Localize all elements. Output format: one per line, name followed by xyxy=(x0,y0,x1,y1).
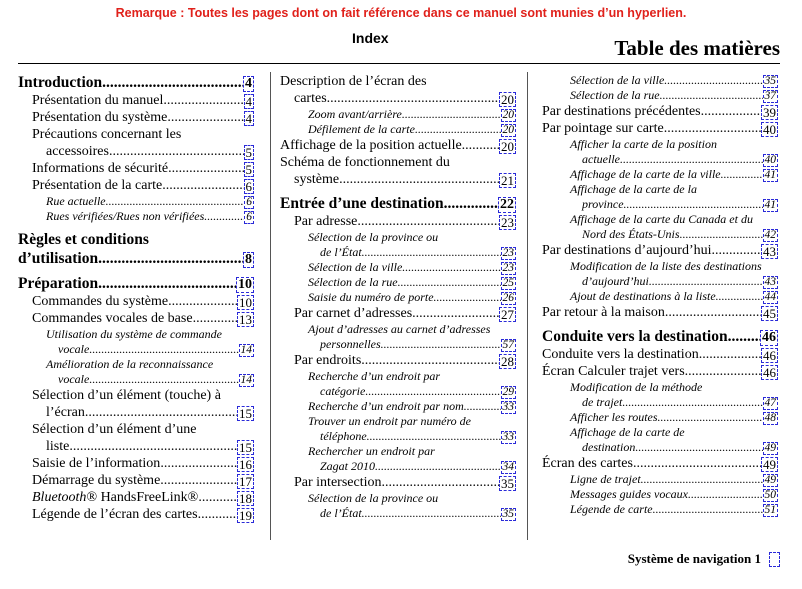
toc-entry-title: Zoom avant/arrière xyxy=(308,107,402,121)
dot-leader xyxy=(89,342,238,357)
page-number-link[interactable]: 28 xyxy=(501,354,514,369)
dot-leader xyxy=(109,143,244,160)
page-number-link[interactable]: 57 xyxy=(502,338,514,351)
dot-leader xyxy=(361,352,499,369)
toc-entry[interactable] xyxy=(18,160,254,177)
toc-entry-title: Rue actuelle xyxy=(46,194,106,208)
toc-entry-title: Amélioration de la reconnaissance xyxy=(46,357,214,371)
toc-entry[interactable] xyxy=(280,194,516,213)
footer-page-number: 1 xyxy=(754,551,761,566)
page-number-link[interactable]: 48 xyxy=(764,411,776,424)
toc-entry-title: Ajout de destinations à la liste xyxy=(570,289,716,303)
dot-leader xyxy=(688,487,763,502)
page-number-link[interactable]: 22 xyxy=(500,197,514,212)
page-number-link[interactable]: 14 xyxy=(240,343,252,356)
toc-entry[interactable] xyxy=(280,399,516,414)
toc-entry-title: Introduction xyxy=(18,74,103,91)
page-number-link[interactable]: 46 xyxy=(762,330,776,345)
page-number-link[interactable]: 27 xyxy=(501,307,514,322)
dot-leader xyxy=(633,455,761,472)
dot-leader xyxy=(362,506,501,521)
dot-leader xyxy=(658,410,763,425)
toc-entry-title: Sélection de la province ou xyxy=(308,230,439,244)
page-number-link[interactable]: 4 xyxy=(245,76,252,91)
dot-leader xyxy=(664,73,762,88)
toc-entry[interactable] xyxy=(280,154,516,188)
dot-leader xyxy=(721,167,763,182)
dot-leader xyxy=(665,304,761,321)
dot-leader xyxy=(381,337,501,352)
toc-entry[interactable] xyxy=(18,92,254,109)
column-divider xyxy=(270,72,271,540)
page-number-link[interactable]: 17 xyxy=(239,474,252,489)
toc-entry[interactable] xyxy=(542,120,778,137)
page-number-link[interactable]: 4 xyxy=(245,111,252,126)
page-number-link[interactable]: 47 xyxy=(764,396,776,409)
toc-entry-title: Zagat 2010 xyxy=(320,459,376,473)
dot-leader xyxy=(168,293,237,310)
toc-entry-title: d’aujourd’hui xyxy=(582,274,649,288)
page-number-link[interactable]: 5 xyxy=(245,145,252,160)
toc-entry-title: Défilement de la carte xyxy=(308,122,415,136)
toc-entry-title: Présentation de la carte xyxy=(32,178,163,193)
dot-leader xyxy=(160,455,237,472)
page-number-link[interactable]: 6 xyxy=(245,179,252,194)
page-number-link[interactable]: 13 xyxy=(239,312,252,327)
dot-leader xyxy=(362,245,501,260)
toc-entry-title: Ajout d’adresses au carnet d’adresses xyxy=(308,322,491,336)
page-number-link[interactable]: 15 xyxy=(239,406,252,421)
toc-entry[interactable] xyxy=(18,421,254,455)
footer-label: Système de navigation xyxy=(627,551,752,566)
toc-entry-title: Commandes vocales de base xyxy=(32,311,193,326)
page-number-link[interactable]: 20 xyxy=(502,123,514,136)
toc-entry-title: de l’État xyxy=(320,506,362,520)
toc-entry-title: Écran des cartes xyxy=(542,456,633,471)
page-number-link[interactable]: 5 xyxy=(245,162,252,177)
toc-entry-title: Bluetooth® HandsFreeLink® xyxy=(32,490,199,505)
page-number-link[interactable]: 19 xyxy=(239,508,252,523)
page-number-link[interactable]: 49 xyxy=(764,473,776,486)
toc-entry-title: vocale xyxy=(58,372,90,386)
toc-entry-title: Conduite vers la destination xyxy=(542,328,728,345)
page-number-link[interactable]: 35 xyxy=(764,74,776,87)
dot-leader xyxy=(660,88,763,103)
toc-entry-title: vocale xyxy=(58,342,90,356)
toc-entry-title: catégorie xyxy=(320,384,366,398)
toc-entry[interactable] xyxy=(542,137,778,167)
toc-entry-title: Précautions concernant les xyxy=(32,127,182,142)
dot-leader xyxy=(641,472,763,487)
toc-entry-title: Légende de l’écran des cartes xyxy=(32,507,198,522)
dot-leader xyxy=(357,213,499,230)
toc-entry[interactable] xyxy=(280,260,516,275)
toc-entry[interactable] xyxy=(18,126,254,160)
dot-leader xyxy=(444,194,498,213)
toc-entry-title: Sélection d’un élément (touche) à xyxy=(32,388,221,403)
toc-entry[interactable] xyxy=(542,88,778,103)
toc-entry[interactable] xyxy=(542,487,778,502)
toc-entry-title: Conduite vers la destination xyxy=(542,347,699,362)
toc-entry[interactable] xyxy=(542,103,778,120)
toc-entry-title: liste xyxy=(46,439,70,454)
page-number-link[interactable]: 45 xyxy=(763,306,776,321)
page-number-link[interactable]: 33 xyxy=(502,430,514,443)
page-number-link[interactable]: 46 xyxy=(763,365,776,380)
dot-leader xyxy=(85,404,237,421)
dot-leader xyxy=(415,122,501,137)
toc-entry[interactable] xyxy=(18,489,254,506)
title-rule xyxy=(18,63,780,64)
dot-leader xyxy=(163,92,243,109)
toc-entry-title: Par carnet d’adresses xyxy=(294,306,413,321)
toc-entry[interactable] xyxy=(280,275,516,290)
page-number-link[interactable]: 20 xyxy=(501,139,514,154)
dot-leader xyxy=(664,120,761,137)
dot-leader xyxy=(381,474,499,491)
page-number-link[interactable]: 39 xyxy=(763,105,776,120)
page-number-link[interactable]: 15 xyxy=(239,440,252,455)
toc-entry-title: Préparation xyxy=(18,275,99,292)
toc-entry[interactable] xyxy=(280,444,516,474)
toc-entry-title: Messages guides vocaux xyxy=(570,487,688,501)
toc-entry[interactable] xyxy=(280,73,516,107)
dot-leader xyxy=(375,459,500,474)
toc-entry[interactable] xyxy=(18,455,254,472)
page-number-link[interactable]: 18 xyxy=(239,491,252,506)
toc-entry[interactable] xyxy=(542,212,778,242)
toc-entry-title: Affichage de la carte de la ville xyxy=(570,167,721,181)
toc-entry-title: de trajet xyxy=(582,395,623,409)
dot-leader xyxy=(434,290,501,305)
dot-leader xyxy=(402,260,500,275)
toc-entry-title: d’utilisation xyxy=(18,250,99,267)
toc-entry[interactable] xyxy=(280,369,516,399)
page-number-link[interactable]: 51 xyxy=(764,503,776,516)
toc-entry-title: Démarrage du système xyxy=(32,473,161,488)
toc-entry[interactable] xyxy=(280,352,516,369)
toc-entry[interactable] xyxy=(280,107,516,122)
toc-entry[interactable] xyxy=(280,213,516,230)
page-number-link[interactable]: 41 xyxy=(764,168,776,181)
toc-entry-title: cartes xyxy=(294,91,327,106)
toc-entry-title: Afficher la carte de la position xyxy=(570,137,717,151)
toc-entry-title: personnelles xyxy=(320,337,381,351)
toc-entry-title: Modification de la méthode xyxy=(570,380,703,394)
dot-leader xyxy=(98,274,236,293)
toc-entry[interactable] xyxy=(18,506,254,523)
page-number-link[interactable]: 16 xyxy=(239,457,252,472)
toc-entry[interactable] xyxy=(542,182,778,212)
dot-leader xyxy=(198,489,237,506)
page-number-link[interactable]: 41 xyxy=(764,198,776,211)
page-number-link[interactable]: 14 xyxy=(240,373,252,386)
toc-entry-title: Présentation du manuel xyxy=(32,93,164,108)
dot-leader xyxy=(69,438,237,455)
toc-entry[interactable] xyxy=(18,293,254,310)
toc-entry[interactable] xyxy=(542,380,778,410)
dot-leader xyxy=(327,90,499,107)
toc-entry-title: Rues vérifiées/Rues non vérifiées xyxy=(46,209,205,223)
toc-column-2 xyxy=(280,73,516,521)
toc-entry[interactable] xyxy=(542,410,778,425)
toc-entry[interactable] xyxy=(18,73,254,92)
toc-entry-title: destination xyxy=(582,440,636,454)
toc-entry[interactable] xyxy=(280,122,516,137)
page-number-link[interactable]: 23 xyxy=(502,261,514,274)
index-link[interactable]: Index xyxy=(352,30,389,46)
toc-entry[interactable] xyxy=(542,73,778,88)
dot-leader xyxy=(712,242,761,259)
toc-entry[interactable] xyxy=(280,474,516,491)
page-number-link[interactable]: 35 xyxy=(502,507,514,520)
dot-leader xyxy=(204,209,244,224)
toc-entry[interactable] xyxy=(542,363,778,380)
toc-entry[interactable] xyxy=(18,310,254,327)
dot-leader xyxy=(701,103,761,120)
toc-entry[interactable] xyxy=(542,327,778,346)
dot-leader xyxy=(365,384,500,399)
toc-entry[interactable] xyxy=(542,304,778,321)
toc-entry-title: Par adresse xyxy=(294,214,358,229)
toc-entry[interactable] xyxy=(542,472,778,487)
page-number-link[interactable]: 29 xyxy=(502,385,514,398)
dot-leader xyxy=(653,502,763,517)
page-number-link[interactable]: 23 xyxy=(502,246,514,259)
toc-entry-title: l’écran xyxy=(46,405,85,420)
dot-leader xyxy=(89,372,238,387)
toc-entry-title: accessoires xyxy=(46,144,109,159)
dot-leader xyxy=(193,310,237,327)
page-number-link[interactable]: 20 xyxy=(502,108,514,121)
toc-entry-title: Sélection de la province ou xyxy=(308,491,439,505)
dot-leader xyxy=(106,194,245,209)
toc-entry-title: Affichage de la carte de xyxy=(570,425,685,439)
toc-entry[interactable] xyxy=(18,109,254,126)
toc-entry-title: Sélection d’un élément d’une xyxy=(32,422,197,437)
toc-entry-title: Par pointage sur carte xyxy=(542,121,664,136)
dot-leader xyxy=(339,171,499,188)
page-number-link[interactable]: 42 xyxy=(764,228,776,241)
toc-entry[interactable] xyxy=(280,305,516,322)
toc-entry-title: de l’État xyxy=(320,245,362,259)
toc-entry[interactable] xyxy=(542,242,778,259)
toc-entry-title: actuelle xyxy=(582,152,620,166)
dot-leader xyxy=(367,429,501,444)
page-number-link[interactable]: 49 xyxy=(764,441,776,454)
toc-entry-title: Utilisation du système de commande xyxy=(46,327,222,341)
page-number-link[interactable]: 8 xyxy=(245,252,252,267)
toc-entry-title: Sélection de la rue xyxy=(308,275,398,289)
page-number-link[interactable]: 49 xyxy=(763,457,776,472)
toc-entry[interactable] xyxy=(542,455,778,472)
dot-leader xyxy=(728,327,760,346)
toc-entry[interactable] xyxy=(542,425,778,455)
toc-entry[interactable] xyxy=(18,194,254,209)
dot-leader xyxy=(402,107,501,122)
toc-entry[interactable] xyxy=(542,259,778,289)
toc-entry[interactable] xyxy=(18,472,254,489)
toc-entry-title: Présentation du système xyxy=(32,110,168,125)
toc-entry-title: téléphone xyxy=(320,429,367,443)
toc-entry[interactable] xyxy=(18,357,254,387)
page-number-link[interactable]: 10 xyxy=(238,277,252,292)
page-number-link[interactable]: 34 xyxy=(502,460,514,473)
toc-entry[interactable] xyxy=(18,177,254,194)
toc-entry-title: Trouver un endroit par numéro de xyxy=(308,414,471,428)
dot-leader xyxy=(167,109,243,126)
toc-entry-title: Informations de sécurité xyxy=(32,161,169,176)
toc-entry[interactable] xyxy=(542,167,778,182)
toc-entry-title: Écran Calculer trajet vers xyxy=(542,364,685,379)
dot-leader xyxy=(168,160,243,177)
toc-entry-title: Légende de carte xyxy=(570,502,653,516)
page-number-link[interactable]: 10 xyxy=(239,295,252,310)
page-number-link[interactable]: 43 xyxy=(763,244,776,259)
toc-entry-title: Ligne de trajet xyxy=(570,472,641,486)
toc-entry-title: province xyxy=(582,197,624,211)
page-number-link[interactable]: 44 xyxy=(764,290,776,303)
toc-entry-title: Rechercher un endroit par xyxy=(308,444,435,458)
toc-entry-title: Affichage de la carte de la xyxy=(570,182,697,196)
dot-leader xyxy=(98,249,243,268)
page-link-box[interactable] xyxy=(769,552,780,567)
toc-entry-title: Règles et conditions xyxy=(18,231,149,248)
dot-leader xyxy=(398,275,501,290)
toc-entry-title: Commandes du système xyxy=(32,294,169,309)
dot-leader xyxy=(198,506,237,523)
toc-entry[interactable] xyxy=(280,322,516,352)
toc-entry[interactable] xyxy=(18,387,254,421)
dot-leader xyxy=(622,395,762,410)
toc-entry-title: Sélection de la ville xyxy=(570,73,665,87)
page-number-link[interactable]: 50 xyxy=(764,488,776,501)
toc-column-1 xyxy=(18,73,254,523)
toc-entry-title: Modification de la liste des destinations xyxy=(570,259,762,273)
toc-entry[interactable] xyxy=(18,327,254,357)
toc-entry-title: Par destinations précédentes xyxy=(542,104,701,119)
page-title: Table des matières xyxy=(614,36,780,60)
toc-column-3 xyxy=(542,73,778,517)
page-number-link[interactable]: 21 xyxy=(501,173,514,188)
dot-leader xyxy=(699,346,761,363)
page-number-link[interactable]: 20 xyxy=(501,92,514,107)
toc-entry-title: Sélection de la ville xyxy=(308,260,403,274)
toc-entry-title: Par endroits xyxy=(294,353,362,368)
toc-entry[interactable] xyxy=(280,137,516,154)
page-number-link[interactable]: 25 xyxy=(502,276,514,289)
toc-entry-title: Recherche d’un endroit par nom xyxy=(308,399,464,413)
toc-entry[interactable] xyxy=(542,289,778,304)
toc-entry-title: Affichage de la position actuelle xyxy=(280,138,462,153)
toc-entry-title: Affichage de la carte du Canada et du xyxy=(570,212,753,226)
page-number-link[interactable]: 6 xyxy=(246,195,252,208)
toc-entry-title: Entrée d’une destination xyxy=(280,195,444,212)
hyperlink-notice: Remarque : Toutes les pages dont on fait référence dans ce manuel sont munies d’un hyperlien. xyxy=(115,6,687,20)
toc-entry[interactable] xyxy=(280,290,516,305)
page-number-link[interactable]: 35 xyxy=(501,476,514,491)
toc-entry-title: Nord des États-Unis xyxy=(582,227,680,241)
page-number-link[interactable]: 23 xyxy=(501,215,514,230)
page-number-link[interactable]: 40 xyxy=(764,153,776,166)
page-number-link[interactable]: 37 xyxy=(764,89,776,102)
dot-leader xyxy=(464,399,501,414)
toc-entry[interactable] xyxy=(542,346,778,363)
page-footer xyxy=(628,551,780,567)
dot-leader xyxy=(462,137,499,154)
toc-entry[interactable] xyxy=(280,491,516,521)
page-number-link[interactable]: 43 xyxy=(764,275,776,288)
dot-leader xyxy=(160,472,237,489)
toc-entry-title: Recherche d’un endroit par xyxy=(308,369,441,383)
page-number-link[interactable]: 4 xyxy=(245,94,252,109)
dot-leader xyxy=(685,363,761,380)
dot-leader xyxy=(102,73,243,92)
page-number-link[interactable]: 46 xyxy=(763,348,776,363)
toc-entry-title: Par intersection xyxy=(294,475,382,490)
toc-entry-title: Par destinations d’aujourd’hui xyxy=(542,243,712,258)
dot-leader xyxy=(162,177,243,194)
toc-entry-title: Afficher les routes xyxy=(570,410,658,424)
toc-entry-title: Saisie de l’information xyxy=(32,456,161,471)
page-number-link[interactable]: 33 xyxy=(502,400,514,413)
dot-leader xyxy=(624,197,763,212)
dot-leader xyxy=(412,305,499,322)
toc-entry[interactable] xyxy=(18,274,254,293)
page-number-link[interactable]: 6 xyxy=(246,210,252,223)
toc-entry-title: Par retour à la maison xyxy=(542,305,665,320)
page-number-link[interactable]: 26 xyxy=(502,291,514,304)
toc-entry[interactable] xyxy=(280,230,516,260)
toc-entry-title: Schéma de fonctionnement du xyxy=(280,155,450,170)
toc-entry-title: Saisie du numéro de porte xyxy=(308,290,434,304)
toc-entry-title: système xyxy=(294,172,340,187)
dot-leader xyxy=(620,152,763,167)
toc-entry[interactable] xyxy=(18,209,254,224)
column-divider xyxy=(527,72,528,540)
toc-entry[interactable] xyxy=(542,502,778,517)
page-number-link[interactable]: 40 xyxy=(763,122,776,137)
dot-leader xyxy=(680,227,763,242)
dot-leader xyxy=(649,274,763,289)
toc-entry[interactable] xyxy=(280,414,516,444)
dot-leader xyxy=(716,289,763,304)
toc-entry[interactable] xyxy=(18,230,254,268)
toc-entry-title: Sélection de la rue xyxy=(570,88,660,102)
toc-entry-title: Description de l’écran des xyxy=(280,74,427,89)
dot-leader xyxy=(635,440,762,455)
